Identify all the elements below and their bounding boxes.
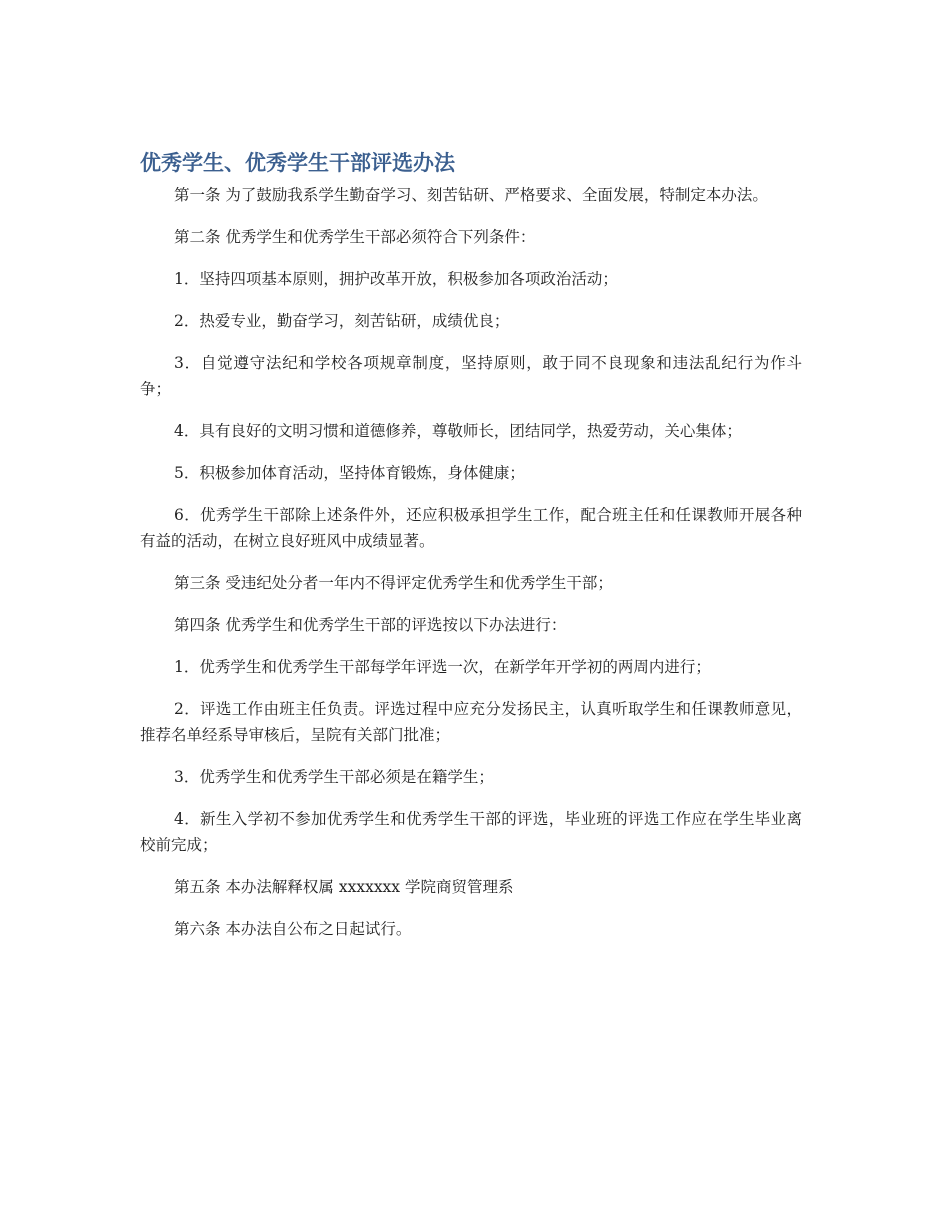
article-4-item-1: 1．优秀学生和优秀学生干部每学年评选一次，在新学年开学初的两周内进行； [174,658,711,676]
article-2-item-2: 2．热爱专业，勤奋学习，刻苦钻研，成绩优良； [174,312,510,330]
article-2-item-6: 6．优秀学生干部除上述条件外，还应积极承担学生工作，配合班主任和任课教师开展各种有益的活动，在树立良好班风中成绩显著。 [140,506,802,550]
article-4: 第四条 优秀学生和优秀学生干部的评选按以下办法进行： [174,616,567,634]
article-2-item-3: 3．自觉遵守法纪和学校各项规章制度，坚持原则，敢于同不良现象和违法乱纪行为作斗争； [140,354,802,398]
article-1: 第一条 为了鼓励我系学生勤奋学习、刻苦钻研、严格要求、全面发展，特制定本办法。 [174,186,768,204]
article-3: 第三条 受违纪处分者一年内不得评定优秀学生和优秀学生干部； [174,574,613,592]
article-2: 第二条 优秀学生和优秀学生干部必须符合下列条件： [174,228,536,246]
document-title: 优秀学生、优秀学生干部评选办法 [140,151,455,175]
article-2-item-5: 5．积极参加体育活动，坚持体育锻炼，身体健康； [174,464,525,482]
article-4-item-2: 2．评选工作由班主任负责。评选过程中应充分发扬民主，认真听取学生和任课教师意见，推荐名单经系导审核后，呈院有关部门批准； [140,700,802,744]
article-4-item-4: 4．新生入学初不参加优秀学生和优秀学生干部的评选，毕业班的评选工作应在学生毕业离校前完成； [140,810,802,854]
article-2-item-4: 4．具有良好的文明习惯和道德修养，尊敬师长，团结同学，热爱劳动，关心集体； [174,422,742,440]
article-6: 第六条 本办法自公布之日起试行。 [174,920,412,938]
article-5: 第五条 本办法解释权属 xxxxxxx 学院商贸管理系 [174,878,514,896]
article-2-item-1: 1．坚持四项基本原则，拥护改革开放，积极参加各项政治活动； [174,270,618,288]
document-body [140,148,802,958]
article-4-item-3: 3．优秀学生和优秀学生干部必须是在籍学生； [174,768,494,786]
